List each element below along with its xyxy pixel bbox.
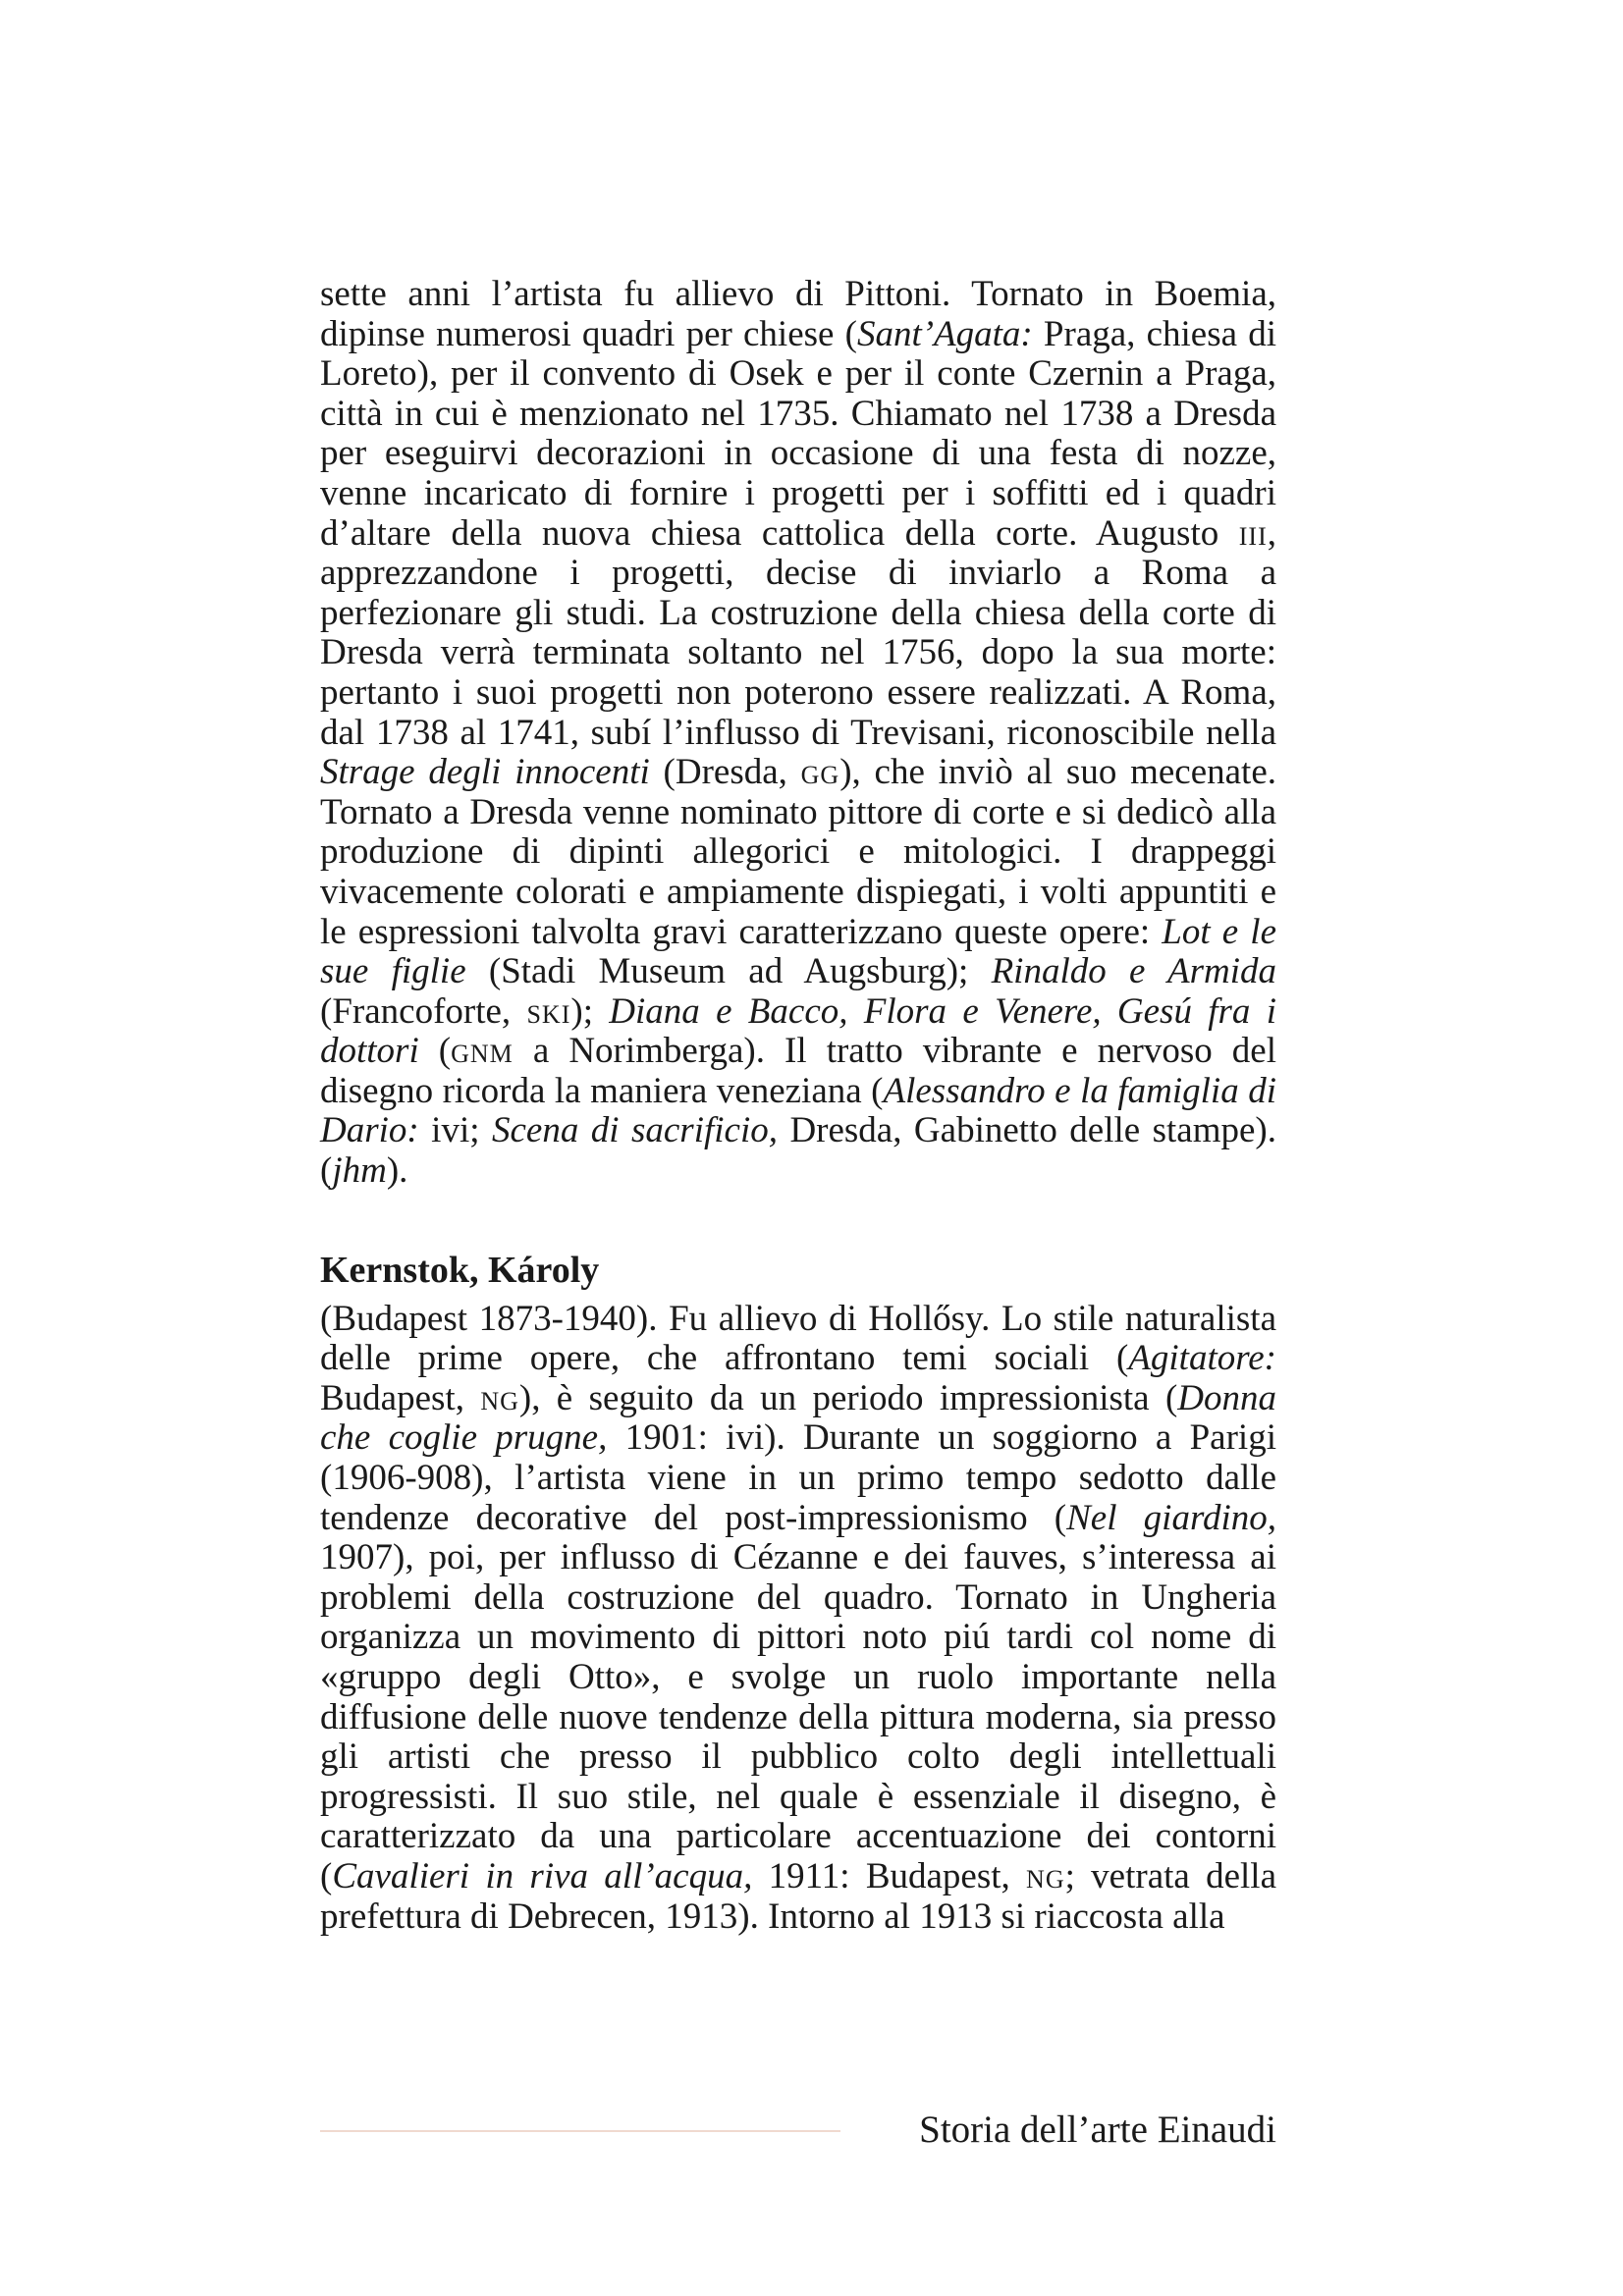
text-run: ); bbox=[570, 990, 610, 1032]
entry-kernstok-paragraph bbox=[320, 1300, 1276, 1938]
small-caps-run: iii bbox=[1238, 512, 1268, 554]
text-run: 1907), poi, per influsso di Cézanne e dei fauves, s’interessa ai problemi della costruzione del quadro. Tornato in Ungheria organizza un movimento di pittori noto piú tardi col nome di «gruppo degli Otto», e svolge un ruolo importante nella diffusione delle nuove tendenze della pittura moderna, sia presso gli artisti che presso il pubblico colto degli intellettuali progressisti. Il suo stile, nel quale è essenziale il disegno, è caratterizzato da una particolare accentuazione dei contorni ( bbox=[320, 1537, 1276, 1896]
italic-run: Agitatore: bbox=[1128, 1338, 1276, 1379]
text-run: ), è seguito da un periodo impressionista ( bbox=[518, 1377, 1178, 1418]
text-run: a Norimberga). Il tratto vibrante e nervoso del disegno ricorda la maniera veneziana ( bbox=[320, 1031, 1276, 1111]
italic-run: Rinaldo e Armida bbox=[991, 951, 1276, 992]
text-run: ; vetrata della prefettura di Debrecen, 1913). Intorno al 1913 si riaccosta alla bbox=[320, 1855, 1276, 1937]
text-run: (Stadi Museum ad Augsburg); bbox=[465, 951, 992, 992]
footer-title: Storia dell’arte Einaudi bbox=[919, 2109, 1276, 2151]
text-run: (Dresda, bbox=[649, 752, 801, 793]
italic-run: Cavalieri in riva all’acqua, bbox=[332, 1855, 753, 1896]
italic-run: Scena di sacrificio, bbox=[491, 1110, 778, 1151]
text-run: 1901: ivi). Durante un soggiorno a Parigi (1906-908), l’artista viene in un primo tempo sedotto dalle tendenze decorative del post-impressionismo ( bbox=[320, 1417, 1276, 1538]
italic-run: Nel giardino, bbox=[1066, 1497, 1277, 1538]
entry-heading: Kernstok, Károly bbox=[320, 1249, 600, 1291]
italic-run: Sant’Agata: bbox=[856, 313, 1033, 354]
italic-run: jhm bbox=[332, 1150, 387, 1192]
text-run: ). bbox=[386, 1150, 408, 1192]
text-run: ( bbox=[418, 1031, 452, 1072]
italic-run: Strage degli innocenti bbox=[320, 752, 650, 793]
text-run: sette anni l’artista fu allievo di Pittoni. Tornato in Boemia, dipinse numerosi quadri per chiese ( bbox=[320, 274, 1276, 354]
small-caps-run: ng bbox=[480, 1377, 519, 1418]
text-run: (Budapest 1873-1940). Fu allievo di Hollősy. Lo stile naturalista delle prime opere, che affrontano temi sociali ( bbox=[320, 1298, 1276, 1379]
text-column bbox=[320, 275, 1276, 1937]
small-caps-run: gnm bbox=[451, 1031, 514, 1072]
small-caps-run: gg bbox=[800, 752, 840, 793]
italic-run: Donna che coglie prugne, bbox=[320, 1377, 1277, 1459]
footer-divider bbox=[320, 2130, 840, 2132]
italic-run: Alessandro e la famiglia di Dario: bbox=[320, 1070, 1276, 1151]
italic-run: Diana e Bacco, Flora e Venere, Gesú fra i dottori bbox=[320, 990, 1276, 1072]
italic-run: Lot e le sue figlie bbox=[320, 911, 1276, 992]
entry-prev-paragraph bbox=[320, 275, 1276, 1192]
small-caps-run: ng bbox=[1026, 1855, 1065, 1896]
small-caps-run: ski bbox=[526, 990, 571, 1032]
text-run: ), che inviò al suo mecenate. Tornato a Dresda venne nominato pittore di corte e si dedicò alla produzione di dipinti allegorici e mitologici. I drappeggi vivacemente colorati e ampiamente dispiegati, i volti appuntiti e le espressioni talvolta gravi caratterizzano queste opere: bbox=[320, 752, 1276, 952]
text-run: Praga, chiesa di Loreto), per il convento di Osek e per il conte Czernin a Praga, città in cui è menzionato nel 1735. Chiamato nel 1738 a Dresda per eseguirvi decorazioni in occasione di una festa di nozze, venne incaricato di fornire i progetti per i soffitti ed i quadri d’altare della nuova chiesa cattolica della corte. Augusto bbox=[320, 313, 1276, 554]
text-run: ivi; bbox=[418, 1110, 492, 1151]
text-run: (Francoforte, bbox=[320, 990, 527, 1032]
text-run: Dresda, Gabinetto delle stampe). ( bbox=[320, 1110, 1276, 1192]
text-run: 1911: Budapest, bbox=[752, 1855, 1027, 1896]
text-run: , apprezzandone i progetti, decise di inviarlo a Roma a perfezionare gli studi. La costruzione della chiesa della corte di Dresda verrà terminata soltanto nel 1756, dopo la sua morte: pertanto i suoi progetti non poterono essere realizzati. A Roma, dal 1738 al 1741, subí l’influsso di Trevisani, riconoscibile nella bbox=[320, 512, 1276, 753]
page-footer bbox=[320, 2107, 1276, 2156]
text-run: Budapest, bbox=[320, 1377, 481, 1418]
